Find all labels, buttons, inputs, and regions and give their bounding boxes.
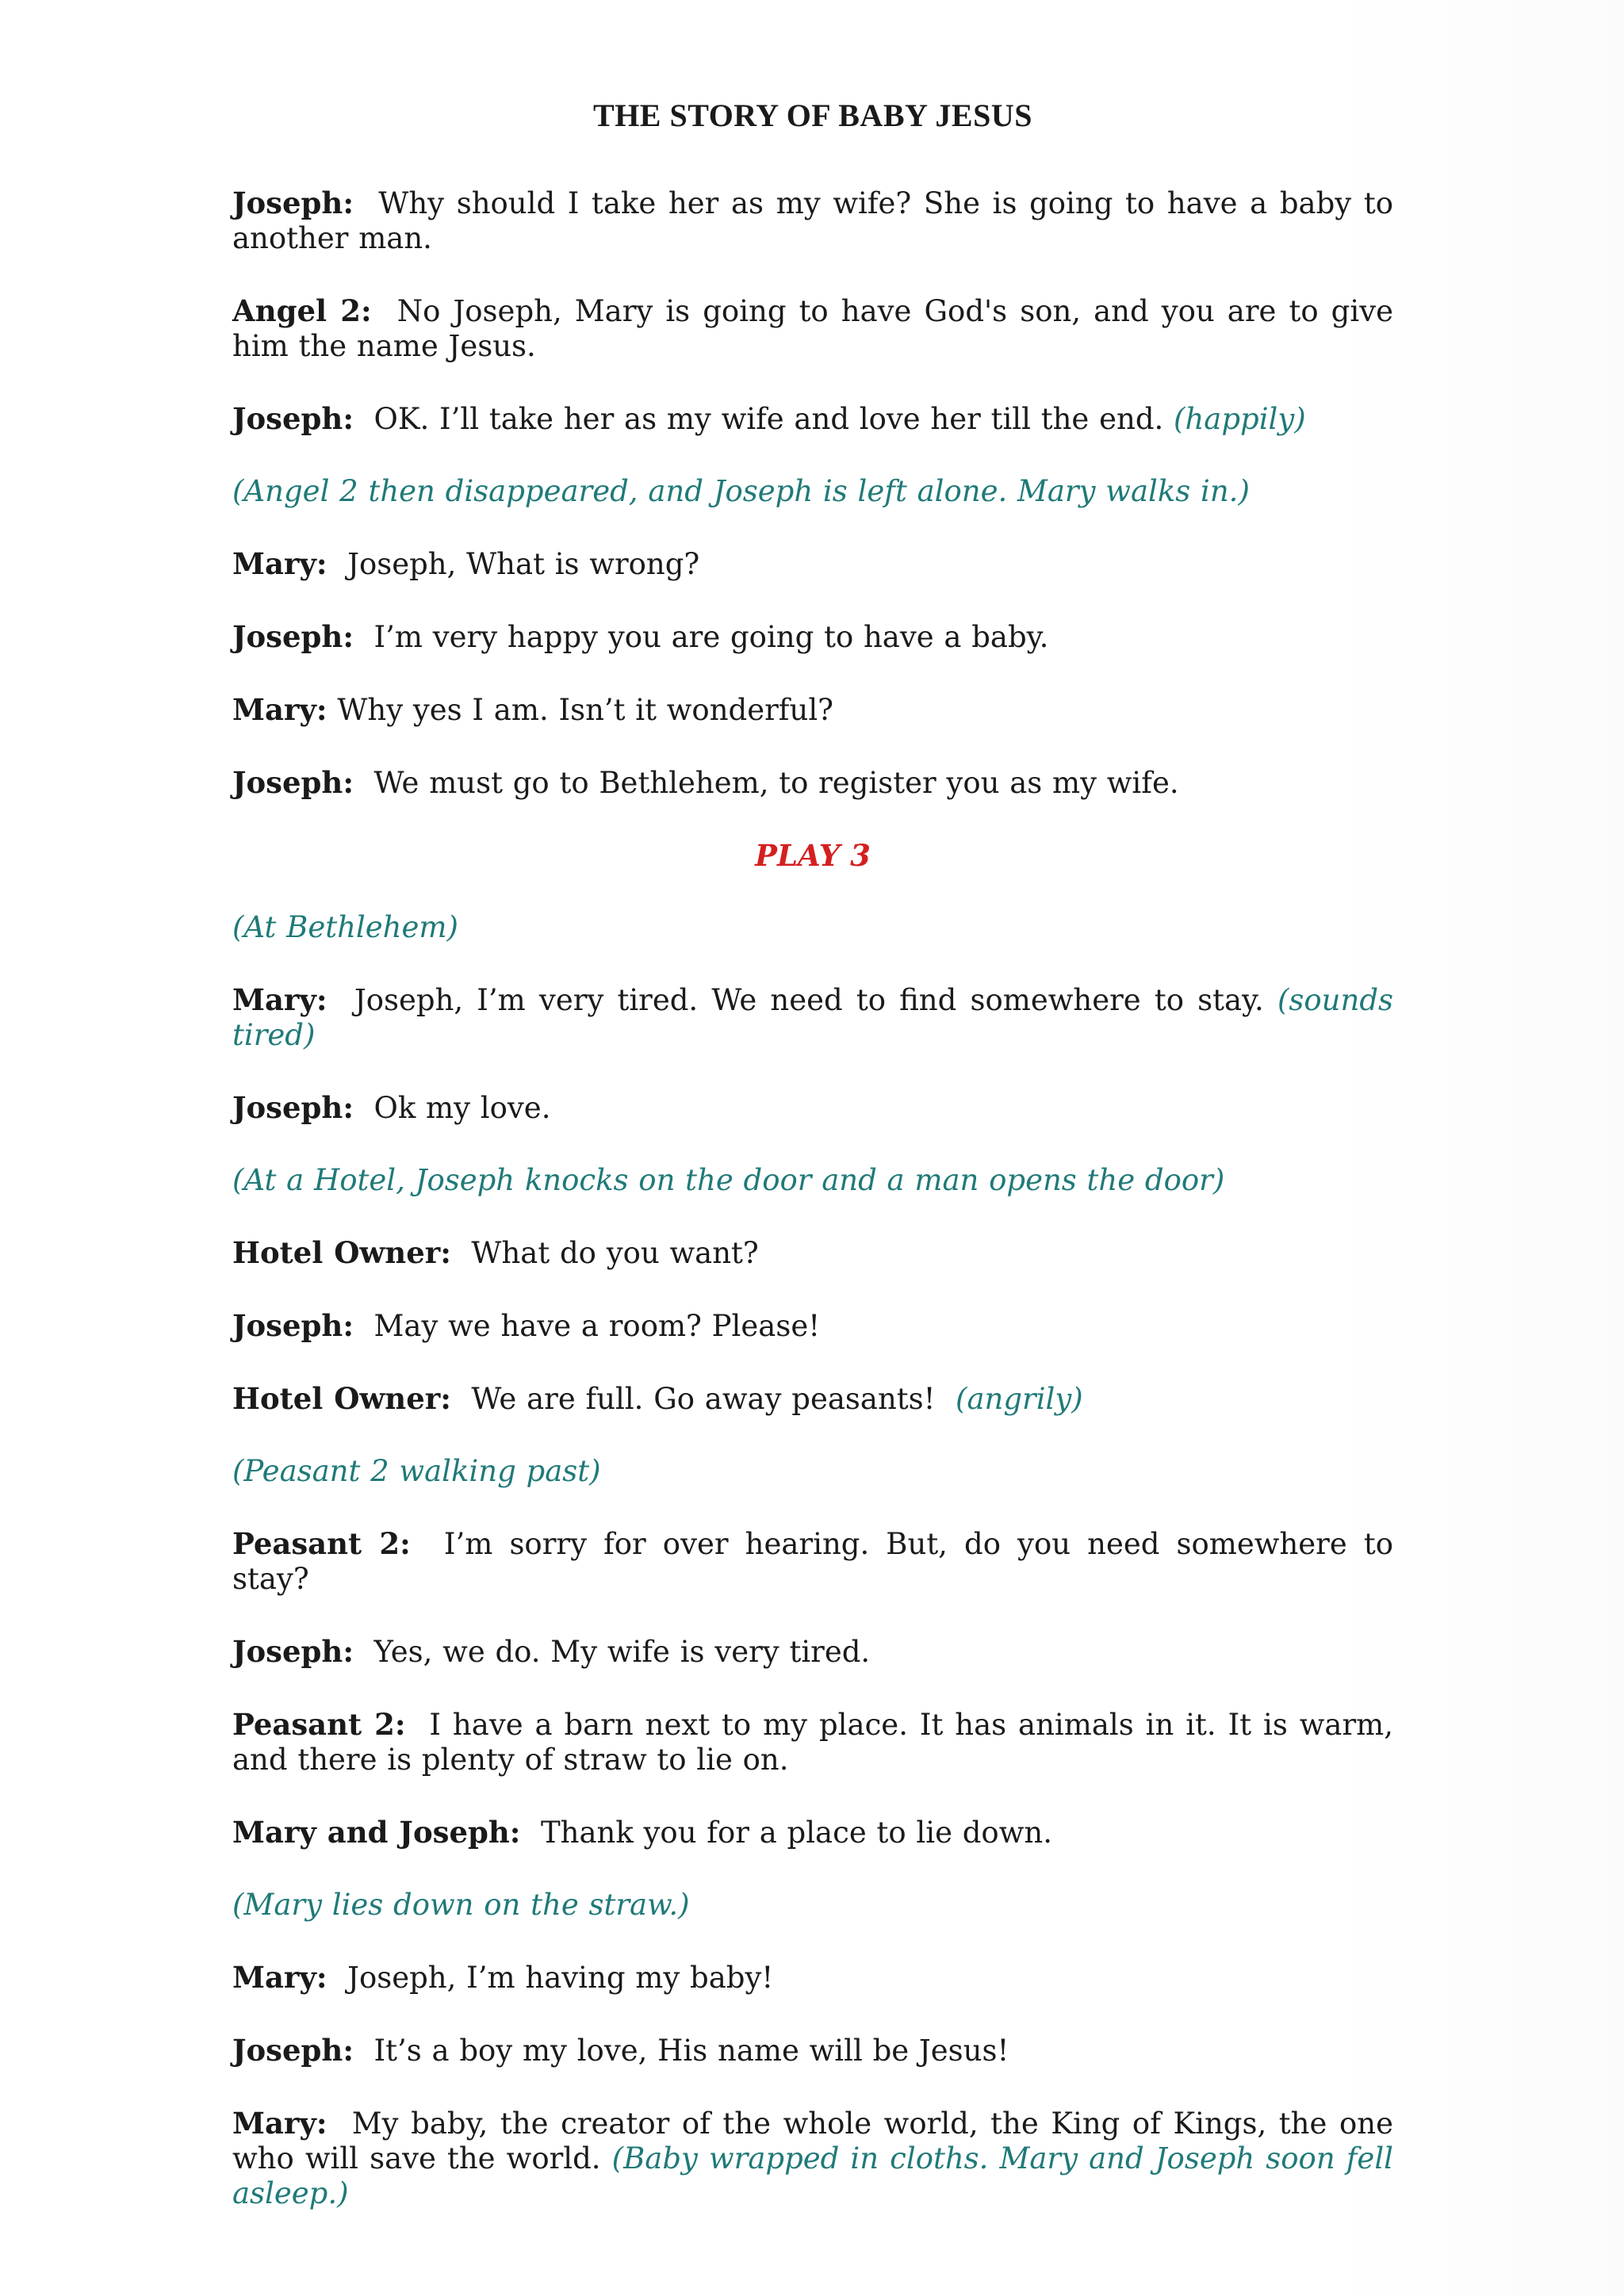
- speaker-name: Joseph:: [232, 1090, 354, 1125]
- speaker-name: Joseph:: [232, 186, 354, 220]
- speaker-name: Mary:: [232, 1960, 327, 1995]
- dialogue-line: [232, 765, 1393, 801]
- dialogue-line: [232, 1526, 1393, 1597]
- dialogue-text: We must go to Bethlehem, to register you as my wife.: [373, 766, 1179, 800]
- dialogue-text: Joseph, I’m having my baby!: [347, 1961, 774, 1995]
- dialogue-line: [232, 1707, 1393, 1777]
- script-content: [232, 94, 1393, 2248]
- speaker-name: Mary and Joseph:: [232, 1815, 521, 1850]
- dialogue-line: [232, 1235, 1393, 1271]
- dialogue-text: Thank you for a place to lie down.: [540, 1816, 1052, 1850]
- speaker-name: Hotel Owner:: [232, 1235, 451, 1270]
- dialogue-line: [232, 1381, 1393, 1417]
- dialogue-line: [232, 1960, 1393, 1996]
- stage-direction: (angrily): [956, 1382, 1083, 1416]
- speaker-name: Angel 2:: [232, 293, 372, 328]
- dialogue-line: [232, 293, 1393, 364]
- speaker-name: Joseph:: [232, 2033, 354, 2068]
- dialogue-text: Yes, we do. My wife is very tired.: [373, 1635, 871, 1669]
- speaker-name: Peasant 2:: [232, 1707, 406, 1742]
- dialogue-line: [232, 982, 1393, 1053]
- speaker-name: Joseph:: [232, 1308, 354, 1343]
- speaker-name: Joseph:: [232, 765, 354, 800]
- speaker-name: Mary:: [232, 692, 327, 727]
- dialogue-text: My baby, the creator of the whole world, the King of Kings, the one who will save the world.: [232, 2107, 1393, 2175]
- dialogue-text: OK. I’ll take her as my wife and love her till the end.: [373, 402, 1164, 436]
- dialogue-line: [232, 401, 1393, 437]
- dialogue-line: [232, 1815, 1393, 1850]
- stage-direction-line: (At a Hotel, Joseph knocks on the door and a man opens the door): [232, 1163, 1225, 1197]
- stage-direction-line: (Angel 2 then disappeared, and Joseph is left alone. Mary walks in.): [232, 474, 1250, 508]
- dialogue-text: It’s a boy my love, His name will be Jesus!: [373, 2034, 1009, 2068]
- dialogue-text: What do you want?: [471, 1236, 759, 1270]
- speaker-name: Mary:: [232, 546, 327, 581]
- dialogue-line: [232, 1090, 1393, 1126]
- stage-direction-line: (Mary lies down on the straw.): [232, 1888, 690, 1922]
- stage-direction-line: (At Bethlehem): [232, 910, 458, 944]
- dialogue-text: I’m sorry for over hearing. But, do you need somewhere to stay?: [232, 1527, 1393, 1596]
- dialogue-line: [232, 2106, 1393, 2211]
- dialogue-text: Joseph, What is wrong?: [347, 547, 700, 581]
- dialogue-text: Why should I take her as my wife? She is going to have a baby to another man.: [232, 186, 1393, 255]
- dialogue-line: [232, 546, 1393, 582]
- page-title: THE STORY OF BABY JESUS: [593, 98, 1032, 133]
- dialogue-line: [232, 186, 1393, 256]
- play-heading: PLAY 3: [755, 838, 871, 873]
- stage-direction: (happily): [1174, 402, 1306, 436]
- dialogue-text: We are full. Go away peasants!: [471, 1382, 936, 1416]
- dialogue-line: [232, 1634, 1393, 1670]
- speaker-name: Joseph:: [232, 1634, 354, 1669]
- dialogue-text: I have a barn next to my place. It has animals in it. It is warm, and there is plenty of straw to lie on.: [232, 1708, 1393, 1777]
- speaker-name: Mary:: [232, 982, 327, 1017]
- speaker-name: Mary:: [232, 2106, 327, 2141]
- dialogue-text: Joseph, I’m very tired. We need to find somewhere to stay.: [354, 983, 1264, 1017]
- dialogue-text: Why yes I am. Isn’t it wonderful?: [337, 693, 834, 727]
- dialogue-text: No Joseph, Mary is going to have God's son, and you are to give him the name Jesus.: [232, 294, 1393, 363]
- dialogue-text: Ok my love.: [373, 1091, 551, 1125]
- dialogue-line: [232, 2033, 1393, 2068]
- speaker-name: Joseph:: [232, 401, 354, 436]
- stage-direction: (Baby wrapped in cloths. Mary and Joseph soon fell asleep.): [232, 2141, 1393, 2210]
- dialogue-text: May we have a room? Please!: [373, 1309, 821, 1343]
- stage-direction-line: (Peasant 2 walking past): [232, 1454, 601, 1488]
- dialogue-text: I’m very happy you are going to have a baby.: [373, 620, 1049, 654]
- speaker-name: Hotel Owner:: [232, 1381, 451, 1416]
- stage-direction: (sounds tired): [232, 983, 1393, 1052]
- dialogue-line: [232, 619, 1393, 655]
- dialogue-line: [232, 1308, 1393, 1344]
- speaker-name: Joseph:: [232, 619, 354, 654]
- speaker-name: Peasant 2:: [232, 1526, 411, 1561]
- dialogue-line: [232, 692, 1393, 728]
